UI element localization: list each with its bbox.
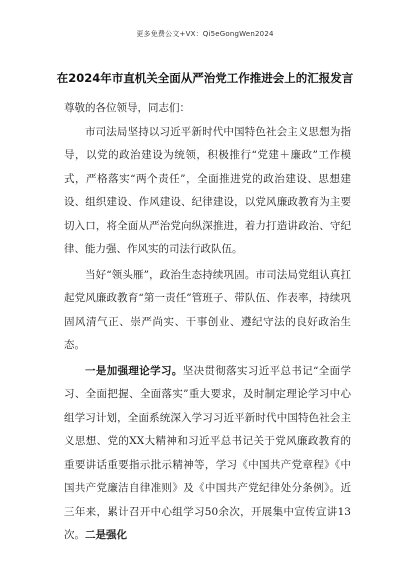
- paragraph-lead: 一是加强理论学习。: [85, 364, 183, 377]
- document-body: [64, 97, 351, 548]
- header-note: 更多免费公文+VX：Qi5eGongWen2024: [136, 30, 274, 38]
- paragraph: 市司法局坚持以习近平新时代中国特色社会主义思想为指导，以党的政治建设为统领，积极推行“党建＋廉政”工作模式，严格落实“两个责任”，全面推进党的政治建设、思想建设、组织建设、作风建设、纪律建设，以党风廉政教育为主要切入口，将全面从严治党向纵深推进，着力打造讲政治、守纪律、能力强、作风实的司法行政队伍。: [64, 125, 351, 255]
- greeting: 尊敬的各位领导，同志们：: [64, 102, 190, 114]
- paragraph: 当好“领头雁”，政治生态持续巩固。市司法局党组认真扛起党风廉政教育“第一责任”管班子、带队伍、作表率，持续巩固风清气正、崇严尚实、干事创业、遵纪守法的良好政治生态。: [64, 268, 351, 351]
- page-title: 在2024年市直机关全面从严治党工作推进会上的汇报发言: [56, 71, 354, 85]
- paragraph: [64, 360, 351, 548]
- paragraph-text: 坚决贯彻落实习近平总书记“全面学习、全面把握、全面落实”重大要求，及时制定理论学习中心组学习计划，全面系统深入学习习近平新时代中国特色社会主义思想、党的XX大精神和习近平总书记关于党风廉政教育的重要讲话重要指示批示精神等，学习《中国共产党章程》《中国共产党廉洁自律准则》及《中国共产党纪律处分条例》。近三年来，累计召开中心组学习50余次，开展集中宣传宣讲13次。: [64, 364, 351, 541]
- paragraph-lead: 二是强化: [85, 529, 127, 541]
